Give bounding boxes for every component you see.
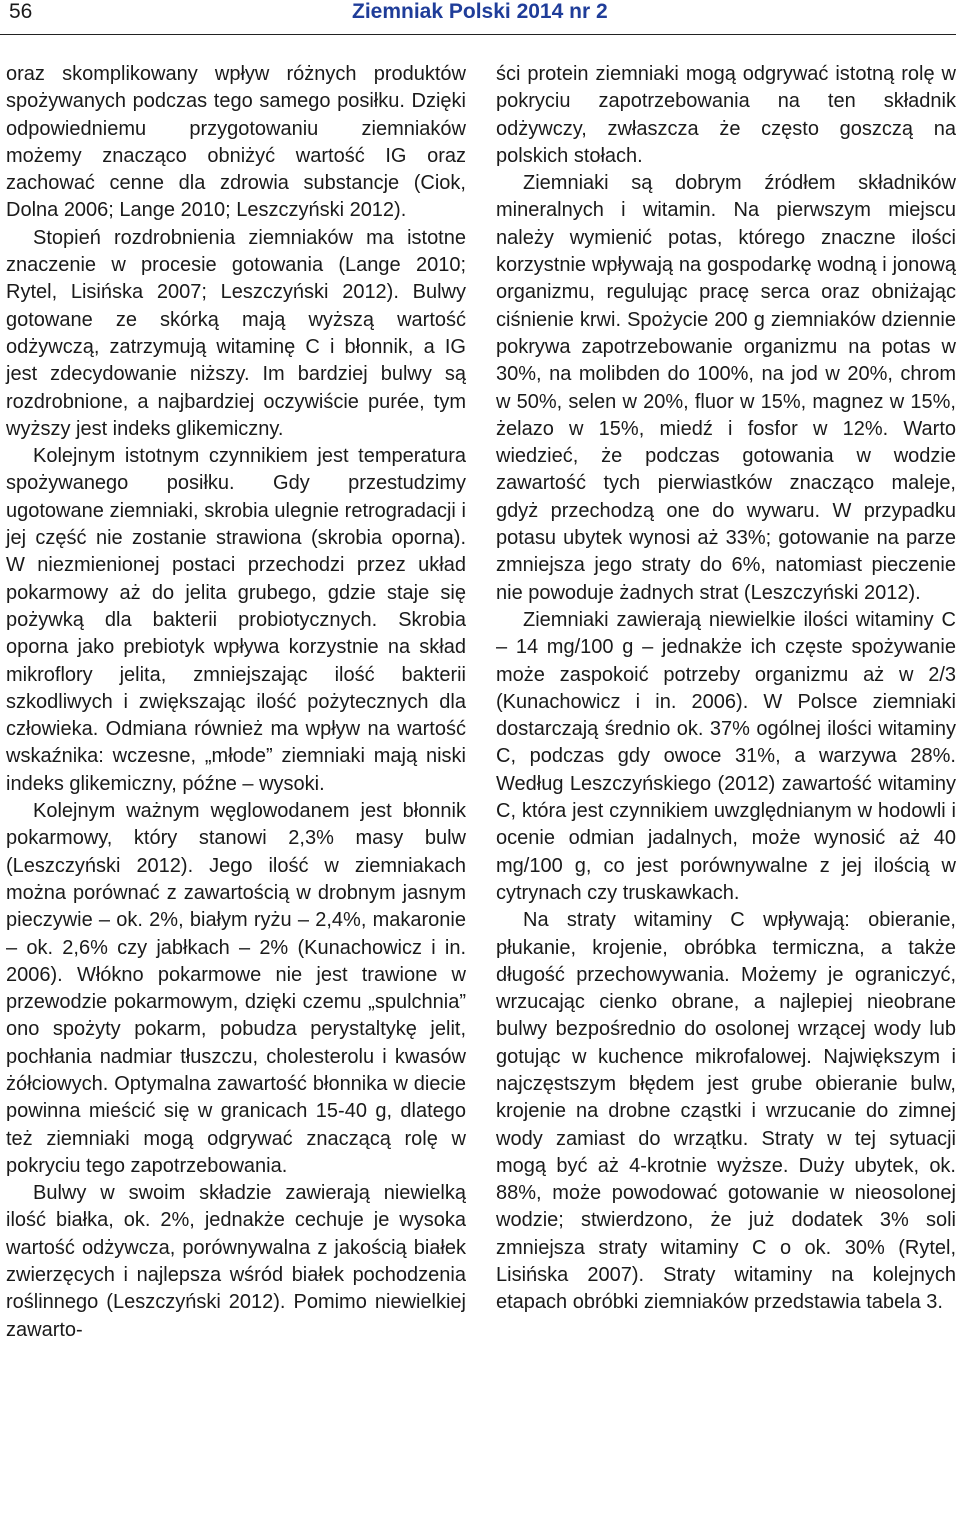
- page-header: [0, 0, 960, 38]
- paragraph: oraz skomplikowany wpływ różnych produktów spożywanych podczas tego samego posiłku. Dzięki odpowiedniemu przygotowaniu ziemniaków możemy znacząco obniżyć wartość IG oraz zachować cenne dla zdrowia substancje (Ciok, Dolna 2006; Lange 2010; Leszczyński 2012).: [6, 63, 466, 222]
- header-rule: [0, 34, 956, 35]
- paragraph: ści protein ziemniaki mogą odgrywać istotną rolę w pokryciu zapotrzebowania na ten składnik odżywczy, zwłaszcza że często goszczą na polskich stołach.: [496, 63, 956, 167]
- paragraph: Stopień rozdrobnienia ziemniaków ma istotne znaczenie w procesie gotowania (Lange 2010; Rytel, Lisińska 2007; Leszczyński 2012). Bulwy gotowane ze skórką mają wyższą wartość odżywczą, zatrzymują witaminę C i błonnik, a IG jest zdecydowanie niższy. Im bardziej bulwy są rozdrobnione, a najbardziej oczywiście purée, tym wyższy jest indeks glikemiczny.: [6, 226, 466, 440]
- paragraph: Bulwy w swoim składzie zawierają niewielką ilość białka, ok. 2%, jednakże cechuje je wysoka wartość odżywcza, porównywalna z jakością białek zwierzęcych i najlepsza wśród białek pochodzenia roślinnego (Leszczyński 2012). Pomimo niewielkiej zawarto-: [6, 1182, 466, 1341]
- paragraph: Na straty witaminy C wpływają: obieranie, płukanie, krojenie, obróbka termiczna, a także długość przechowywania. Możemy je ograniczyć, wrzucając cienko obrane, a najlepiej nieobrane bulwy bezpośrednio do osolonej wrzącej wody lub gotując w kuchence mikrofalowej. Największym i najczęstszym błędem jest grube obieranie bulw, krojenie na drobne cząstki i wrzucanie do zimnej wody zamiast do wrzątku. Straty w tej sytuacji mogą być aż 4-krotnie wyższe. Duży ubytek, ok. 88%, może powodować gotowanie w nieosolonej wodzie; stwierdzono, że już dodatek 3% soli zmniejsza straty witaminy C o ok. 30% (Rytel, Lisińska 2007). Straty witaminy na kolejnych etapach obróbki ziemniaków przedstawia tabela 3.: [496, 909, 956, 1314]
- paragraph: Kolejnym istotnym czynnikiem jest temperatura spożywanego posiłku. Gdy przestudzimy ugotowane ziemniaki, skrobia ulegnie retrogradacji i jej część nie zostanie strawiona (skrobia oporna). W niezmienionej postaci przechodzi przez układ pokarmowy aż do jelita grubego, gdzie staje się pożywką dla bakterii probiotycznych. Skrobia oporna jako prebiotyk wpływa korzystnie na skład mikroflory jelita, zmniejszając ilość bakterii szkodliwych i zwiększając ilość pożytecznych dla człowieka. Odmiana również ma wpływ na wartość wskaźnika: wczesne, „młode” ziemniaki mają niski indeks glikemiczny, późne – wysoki.: [6, 445, 466, 795]
- paragraph: Ziemniaki zawierają niewielkie ilości witaminy C – 14 mg/100 g – jednakże ich częste spożywanie może zaspokoić potrzeby organizmu aż w 2/3 (Kunachowicz i in. 2006). W Polsce ziemniaki dostarczają średnio ok. 37% ogólnej ilości witaminy C, podczas gdy owoce 31%, a warzywa 28%. Według Leszczyńskiego (2012) zawartość witaminy C, która jest czynnikiem uwzględnianym w hodowli i ocenie odmian jadalnych, może wynosić aż 40 mg/100 g, co jest porównywalne z jej ilością w cytrynach czy truskawkach.: [496, 608, 956, 904]
- right-column: [496, 61, 956, 1317]
- paragraph: Ziemniaki są dobrym źródłem składników mineralnych i witamin. Na pierwszym miejscu należy wymienić potas, którego znaczne ilości korzystnie wpływają na gospodarkę wodną i jonową organizmu, regulując pracę serca oraz obniżając ciśnienie krwi. Spożycie 200 g ziemniaków dziennie pokrywa zapotrzebowanie organizmu na potas w 30%, na molibden do 100%, na jod w 20%, chrom w 50%, selen w 20%, fluor w 15%, magnez w 15%, żelazo w 15%, miedź i fosfor w 12%. Warto wiedzieć, że podczas gotowania w wodzie zawartość tych pierwiastków znacząco maleje, gdyż przechodzą one do wywaru. W przypadku potasu ubytek wynosi aż 33%; gotowanie na parze zmniejsza jego straty do 6%, natomiast pieczenie nie powoduje żadnych strat (Leszczyński 2012).: [496, 172, 956, 604]
- paragraph: Kolejnym ważnym węglowodanem jest błonnik pokarmowy, który stanowi 2,3% masy bulw (Leszczyński 2012). Jego ilość w ziemniakach można porównać z zawartością w drobnym jasnym pieczywie – ok. 2%, białym ryżu – 2,4%, makaronie – ok. 2,6% czy jabłkach – 2% (Kunachowicz i in. 2006). Włókno pokarmowe nie jest trawione w przewodzie pokarmowym, dzięki czemu „spulchnia” ono spożyty pokarm, pobudza perystaltykę jelit, pochłania nadmiar tłuszczu, cholesterolu i kwasów żółciowych. Optymalna zawartość błonnika w diecie powinna mieścić się w granicach 15-40 g, dlatego też ziemniaki mogą odgrywać znaczącą rolę w pokryciu tego zapotrzebowania.: [6, 800, 466, 1177]
- page-number: 56: [9, 0, 33, 23]
- journal-title: Ziemniak Polski 2014 nr 2: [352, 0, 608, 23]
- left-column: [6, 61, 466, 1344]
